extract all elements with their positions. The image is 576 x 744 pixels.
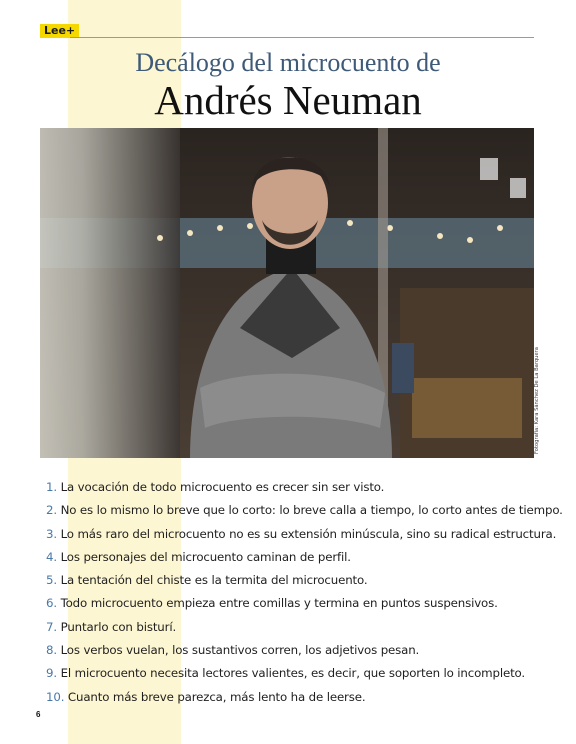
item-text: Puntarlo con bisturí.	[56, 619, 177, 634]
list-item	[46, 666, 546, 689]
magazine-logo: Lee+	[40, 24, 79, 38]
item-number: 4.	[46, 549, 57, 564]
item-text: Los personajes del microcuento caminan de perfil.	[56, 549, 351, 564]
page-number: 6	[36, 710, 41, 719]
title-line-2: Andrés Neuman	[154, 77, 422, 123]
item-text: Todo microcuento empieza entre comillas y termina en puntos suspensivos.	[56, 596, 498, 611]
item-number: 5.	[46, 573, 57, 588]
item-text: La vocación de todo microcuento es crecer sin ser visto.	[56, 480, 385, 494]
item-number: 3.	[46, 526, 57, 541]
item-number: 6.	[46, 596, 57, 611]
item-number: 7.	[46, 619, 57, 634]
item-text: Cuanto más breve parezca, más lento ha de leerse.	[64, 689, 366, 704]
list-item	[46, 550, 546, 573]
item-number: 8.	[46, 643, 57, 658]
photo-credit: Fotografía: Kara Sánchez De La Barquera	[534, 347, 540, 454]
header-divider	[70, 37, 534, 38]
title-line-1: Decálogo del microcuento de	[135, 48, 441, 77]
list-item	[46, 480, 546, 503]
list-item	[46, 573, 546, 596]
list-item	[46, 526, 557, 550]
list-item	[46, 620, 546, 643]
list-item	[46, 503, 563, 526]
item-text: La tentación del chiste es la termita del microcuento.	[56, 573, 368, 588]
list-item	[46, 596, 546, 619]
item-number: 2.	[46, 503, 57, 518]
item-number: 10.	[46, 689, 65, 704]
list-item	[46, 690, 546, 713]
item-text: El microcuento necesita lectores valientes, es decir, que soporten lo incompleto.	[56, 666, 526, 681]
item-text: Lo más raro del microcuento no es su extensión minúscula, sino su radical estructura.	[56, 526, 557, 541]
list-item	[46, 643, 546, 666]
author-photo	[40, 128, 534, 458]
decalogue-list	[46, 480, 563, 713]
item-text: No es lo mismo lo breve que lo corto: lo breve calla a tiempo, lo corto antes de tiempo.	[56, 503, 563, 518]
item-number: 1.	[46, 480, 57, 494]
item-text: Los verbos vuelan, los sustantivos corren, los adjetivos pesan.	[56, 643, 420, 658]
item-number: 9.	[46, 666, 57, 681]
